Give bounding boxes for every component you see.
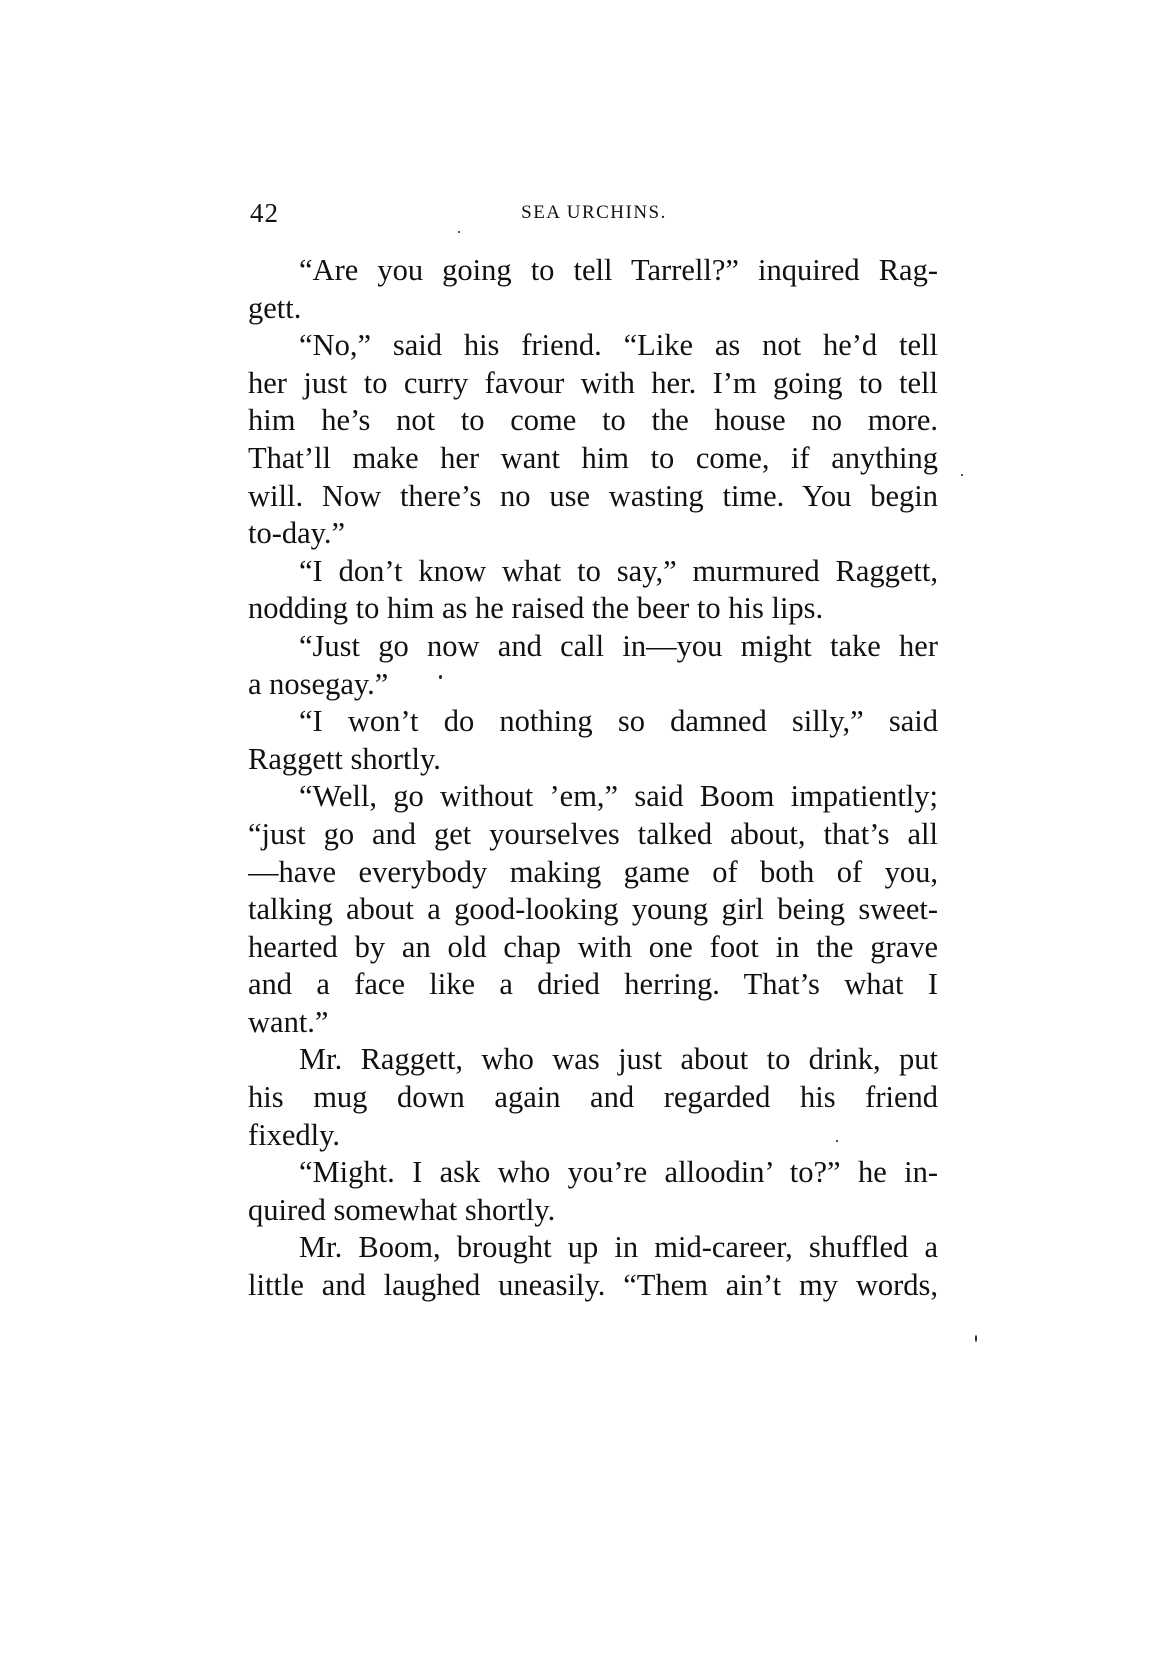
text-line: fixedly.	[248, 1117, 341, 1152]
text-line: Mr. Boom, brought up in mid-career, shuffled a	[299, 1230, 938, 1265]
text-line: quired somewhat shortly.	[248, 1192, 556, 1227]
text-line: “Might. I ask who you’re alloodin’ to?” he in-	[299, 1155, 938, 1190]
running-head	[250, 198, 938, 234]
text-line: little and laughed uneasily. “Them ain’t my words,	[248, 1268, 938, 1303]
running-title: SEA URCHINS.	[521, 202, 667, 223]
text-line: want.”	[248, 1004, 329, 1039]
text-line: That’ll make her want him to come, if anything	[248, 440, 938, 475]
text-line: hearted by an old chap with one foot in the grave	[248, 929, 938, 964]
text-line: to-day.”	[248, 516, 346, 551]
text-line: “I don’t know what to say,” murmured Raggett,	[299, 553, 938, 588]
text-line: Mr. Raggett, who was just about to drink, put	[299, 1042, 938, 1077]
text-line: him he’s not to come to the house no more.	[248, 403, 938, 438]
body-text	[248, 252, 938, 1305]
text-line: “Just go now and call in—you might take her	[299, 628, 938, 663]
text-line: his mug down again and regarded his friend	[248, 1080, 938, 1115]
text-line: nodding to him as he raised the beer to his lips.	[248, 591, 824, 626]
text-line: “just go and get yourselves talked about, that’s all	[248, 816, 938, 851]
print-speck	[975, 1335, 977, 1342]
print-speck	[439, 675, 442, 679]
text-line: “Are you going to tell Tarrell?” inquired Rag-	[299, 253, 938, 287]
print-speck	[836, 1140, 838, 1142]
text-line: her just to curry favour with her. I’m going to tell	[248, 365, 938, 400]
text-line: gett.	[248, 290, 302, 325]
print-speck	[961, 474, 963, 476]
text-line: talking about a good-looking young girl being sweet-	[248, 892, 938, 927]
text-line: will. Now there’s no use wasting time. You begin	[248, 478, 938, 513]
text-line: “No,” said his friend. “Like as not he’d tell	[299, 328, 938, 363]
text-line: “I won’t do nothing so damned silly,” said	[299, 704, 938, 739]
text-line: Raggett shortly.	[248, 741, 441, 776]
print-speck	[458, 231, 460, 233]
text-line: “Well, go without ’em,” said Boom impatiently;	[299, 779, 938, 814]
text-line: a nosegay.”	[248, 666, 389, 701]
text-line: and a face like a dried herring. That’s what I	[248, 967, 938, 1002]
page-number: 42	[250, 198, 279, 228]
text-line: —have everybody making game of both of you,	[248, 854, 938, 889]
